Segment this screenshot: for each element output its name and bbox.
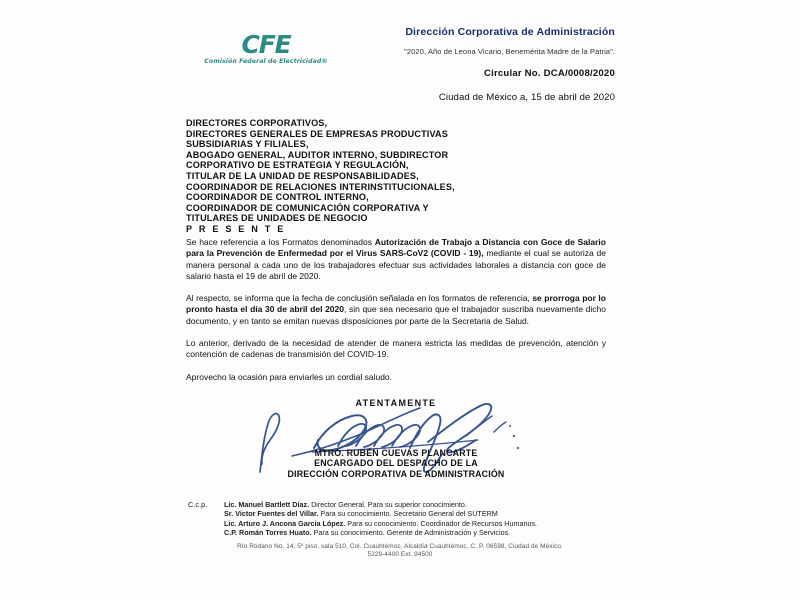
addressee-block bbox=[186, 118, 455, 235]
ccp-entry bbox=[224, 509, 618, 518]
cfe-logo-subtitle: Comisión Federal de Electricidad® bbox=[204, 58, 328, 65]
addressee-line: COORDINADOR DE RELACIONES INTERINSTITUCIONALES, bbox=[186, 181, 455, 192]
signer-role-line-1: ENCARGADO DEL DESPACHO DE LA bbox=[314, 458, 478, 469]
ccp-recipient-list bbox=[224, 500, 618, 537]
ccp-entry-name: Lic. Manuel Bartlett Díaz. bbox=[224, 500, 310, 509]
p2-part-a: Al respecto, se informa que la fecha de conclusión señalada en los formatos de referencia, bbox=[186, 293, 533, 304]
ccp-entry-name: C.P. Román Torres Huato. bbox=[224, 527, 312, 537]
p2-emphasis: se prorroga por lo pronto hasta el día 30 de abril del 2020 bbox=[186, 293, 606, 315]
addressee-line: TITULARES DE UNIDADES DE NEGOCIO bbox=[186, 213, 368, 224]
signer-info bbox=[186, 448, 606, 479]
city-date: Ciudad de México a, 15 de abril de 2020 bbox=[438, 92, 615, 103]
header-right-block bbox=[195, 26, 615, 103]
letter-body bbox=[186, 237, 606, 394]
ccp-entry-name: Lic. Arturo J. Ancona García López. bbox=[224, 518, 346, 528]
document-footer bbox=[0, 543, 800, 560]
ccp-entry-detail: Director General. Para su superior conocimiento. bbox=[309, 500, 467, 509]
footer-address: Río Ródano No. 14, 5º piso, sala 510, Col. Cuauhtémoc, Alcaldía Cuauhtémoc, C. P. 06598, Ciudad de México. bbox=[237, 543, 563, 550]
ccp-entry-name: Sr. Victor Fuentes del Villar. bbox=[224, 509, 319, 519]
p1-part-b: mediante el cual se autoriza de manera personal a cada uno de los trabajadores efectuar sus actividades laborales a distancia con goce de salario hasta el 19 de abril de 2020. bbox=[186, 248, 606, 281]
signer-name: MTRO. RUBÉN CUEVAS PLANCARTE bbox=[314, 448, 478, 458]
addressee-line: SUBSIDIARIAS Y FILIALES, bbox=[186, 139, 309, 150]
presente-label: P R E S E N T E bbox=[186, 223, 286, 234]
body-paragraph-2 bbox=[186, 293, 606, 327]
cfe-logo-wordmark: CFE bbox=[241, 30, 291, 59]
atentamente-label: ATENTAMENTE bbox=[355, 398, 437, 408]
ccp-entry bbox=[224, 500, 618, 509]
ccp-label: C.c.p. bbox=[188, 500, 208, 509]
direccion-title: Dirección Corporativa de Administración bbox=[405, 26, 615, 38]
addressee-line: COORDINADOR DE CONTROL INTERNO, bbox=[186, 192, 369, 203]
year-motto: "2020, Año de Leona Vicario, Benemérita Madre de la Patria". bbox=[404, 47, 615, 56]
ccp-entry bbox=[224, 519, 618, 528]
body-paragraph-1 bbox=[186, 237, 606, 282]
signature-block bbox=[186, 398, 606, 479]
body-paragraph-3: Lo anterior, derivado de la necesidad de atender de manera estricta las medidas de prevención, atención y contención de cadenas de transmisión del COVID-19. bbox=[186, 338, 606, 360]
body-paragraph-4: Aprovecho la ocasión para enviarles un cordial saludo. bbox=[186, 371, 393, 382]
footer-phone: 5229-4400 Ext. 94500 bbox=[367, 551, 433, 559]
circular-number: Circular No. DCA/0008/2020 bbox=[483, 68, 615, 79]
addressee-line: DIRECTORES GENERALES DE EMPRESAS PRODUCTIVAS bbox=[186, 128, 448, 139]
ccp-entry-detail: Para su conocimiento. Coordinador de Recursos Humanos. bbox=[345, 518, 538, 528]
addressee-line: CORPORATIVO DE ESTRATEGIA Y REGULACIÓN, bbox=[186, 160, 409, 171]
addressee-line: ABOGADO GENERAL, AUDITOR INTERNO, SUBDIRECTOR bbox=[186, 149, 449, 160]
addressee-line: DIRECTORES CORPORATIVOS, bbox=[186, 118, 328, 128]
addressee-line: TITULAR DE LA UNIDAD DE RESPONSABILIDADES, bbox=[186, 170, 419, 181]
addressee-line: COORDINADOR DE COMUNICACIÓN CORPORATIVA Y bbox=[186, 202, 429, 213]
carbon-copy-block bbox=[188, 500, 618, 537]
p1-emphasis: Autorización de Trabajo a Distancia con Goce de Salario para la Prevención de Enfermedad por el Virus SARS-CoV2 (COVID - 19), bbox=[186, 237, 606, 259]
ccp-entry-detail: Para su conocimiento. Gerente de Administración y Servicios. bbox=[311, 527, 511, 537]
ccp-entry bbox=[224, 528, 618, 537]
signer-role-line-2: DIRECCIÓN CORPORATIVA DE ADMINISTRACIÓN bbox=[287, 468, 505, 479]
document-header bbox=[0, 26, 800, 106]
p1-part-a: Se hace referencia a los Formatos denominados bbox=[186, 237, 375, 247]
p2-part-b: , sin que sea necesario que el trabajador suscriba nuevamente dicho documento, y en tanto se emitan nuevas disposiciones por parte de la Secretaria de Salud. bbox=[186, 304, 607, 326]
ccp-entry-detail: Para su conocimiento. Secretario General del SUTERM bbox=[318, 509, 498, 519]
